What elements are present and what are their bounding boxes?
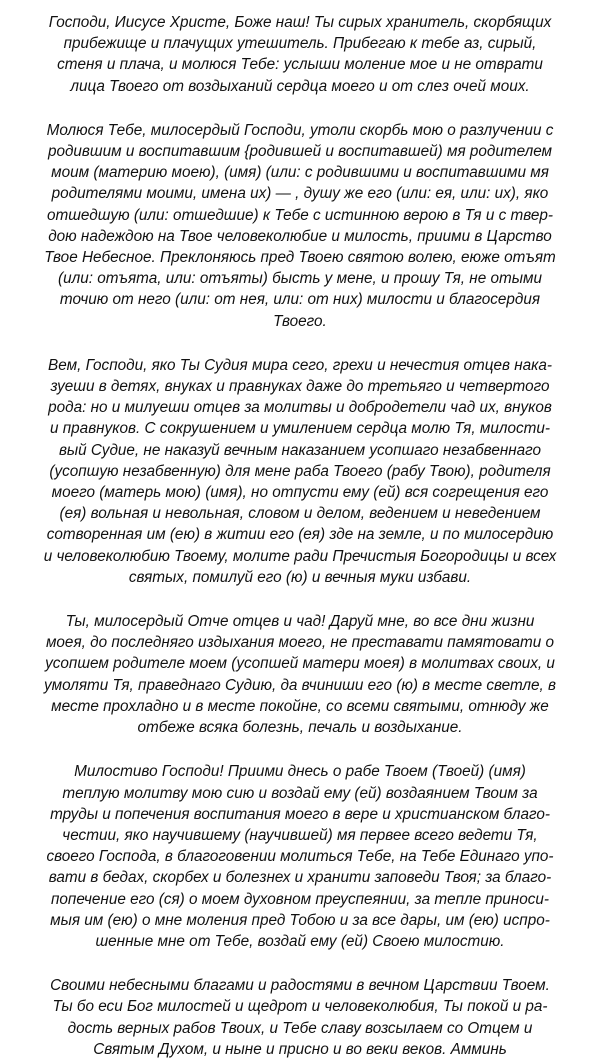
text-line: Святым Духом, и ныне и присно и во веки веков. Амминь [93, 1040, 507, 1058]
text-line: месте прохладно и в месте покойне, со всеми святыми, отнюду же [51, 697, 549, 715]
text-line: родившим и воспитавшим {родившей и воспитавшей) мя родителем [47, 143, 553, 161]
text-line: умоляти Тя, праведнаго Судию, да вчиниши его (ю) в месте светле, в [43, 676, 557, 694]
text-line: моея, до последняго издыхания моего, не преставати памятовати о [45, 634, 555, 652]
text-line: рода: но и милуеши отцев за молитвы и добродетели чад их, внуков [48, 399, 552, 417]
text-line: своего Господа, в благоговении молиться Тебе, на Тебе Единаго упо- [46, 848, 554, 866]
text-line: (или: отъята, или: отъяты) бысть у мене, и прошу Тя, не отыми [58, 270, 542, 288]
text-line: вый Судие, не наказуй вечным наказанием усопшаго незабвеннаго [58, 441, 542, 459]
text-line: стеня и плача, и молюся Тебе: услыши моление мое и не отврати [57, 56, 543, 74]
text-line: Милостиво Господи! Приими днесь о рабе Твоем (Твоей) (имя) [74, 763, 526, 781]
text-line: шенные мне от Тебе, воздай ему (ей) Своею милостию. [95, 932, 505, 950]
text-line: Твоего. [273, 312, 327, 330]
text-line: дость верных рабов Твоих, и Тебе славу возсылаем со Отцем и [67, 1019, 533, 1037]
text-line: лица Твоего от воздыханий сердца моего и от слез очей моих. [70, 77, 530, 95]
text-line: сотворенная им (ею) в житии его (ея) зде на земле, и по милосердию [46, 526, 554, 544]
text-line: (ея) вольная и невольная, словом и делом, ведением и неведением [59, 505, 541, 523]
text-line: прибежище и плачущих утешитель. Прибегаю к тебе аз, сирый, [63, 35, 537, 53]
text-line: отшедшую (или: отшедшие) к Тебе с истинною верою в Тя и с твер- [46, 206, 553, 224]
text-line: усопшем родителе моем (усопшей матери моея) в молитвах своих, и [45, 655, 555, 673]
text-line: Ты, милосердый Отче отцев и чад! Даруй мне, во все дни жизни [65, 613, 535, 631]
text-line: теплую молитву мою сию и воздай ему (ей) воздаянием Твоим за [62, 784, 538, 802]
paragraph-5 [14, 761, 586, 952]
paragraph-4 [14, 611, 586, 738]
paragraph-1 [14, 12, 586, 97]
text-line: и человеколюбию Твоему, молите ради Пречистыя Богородицы и всех [43, 547, 557, 565]
text-line: и правнуков. С сокрушением и умилением сердца молю Тя, милости- [50, 420, 550, 438]
text-line: мыя им (ею) о мне моления пред Тобою и за все дары, им (ею) испро- [50, 911, 550, 929]
text-line: труды и попечения воспитания моего в вере и христианском благо- [50, 805, 550, 823]
text-line: Твое Небесное. Преклоняюсь пред Твоею святою волею, еюже отъят [44, 249, 556, 267]
text-line: Вем, Господи, яко Ты Судия мира сего, грехи и нечестия отцев нака- [48, 356, 552, 374]
text-line: Ты бо еси Бог милостей и щедрот и человеколюбия, Ты покой и ра- [52, 998, 548, 1016]
text-line: (усопшую незабвенную) для мене раба Твоего (рабу Твою), родителя [49, 462, 551, 480]
text-line: Господи, Иисусе Христе, Боже наш! Ты сирых хранитель, скорбящих [48, 14, 552, 31]
text-line: попечение его (ся) о моем духовном преуспеянии, за тепле приноси- [51, 890, 549, 908]
paragraph-2 [14, 120, 586, 332]
text-line: зуеши в детях, внуках и правнуках даже до третьяго и четвертого [50, 378, 550, 396]
text-line: Молюся Тебе, милосердый Господи, утоли скорбь мою о разлучении с [46, 121, 554, 139]
text-line: Своими небесными благами и радостями в вечном Царствии Твоем. [50, 977, 550, 995]
text-line: святых, помилуй его (ю) и вечныя муки избави. [128, 568, 472, 586]
text-line: моего (матерь мою) (имя), но отпусти ему (ей) вся согрещения его [51, 484, 549, 502]
text-line: вати в бедах, скорбех и болезнех и хранити заповеди Твоя; за благо- [48, 869, 552, 887]
text-line: дою надеждою на Твое человеколюбие и милость, приими в Царство [48, 227, 552, 245]
text-line: моим (материю моею), (имя) (или: с родившими и воспитавшими мя [51, 164, 549, 182]
text-line: отбеже всяка болезнь, печаль и воздыхание. [137, 719, 463, 737]
text-line: точию от него (или: от нея, или: от них) милости и благосердия [59, 291, 541, 309]
text-line: родителями моими, имена их) — , душу же его (или: ея, или: их), яко [51, 185, 549, 203]
paragraph-6 [14, 975, 586, 1060]
paragraph-3 [14, 355, 586, 588]
text-line: честии, яко научившему (научившей) мя первее всего ведети Тя, [62, 826, 538, 844]
